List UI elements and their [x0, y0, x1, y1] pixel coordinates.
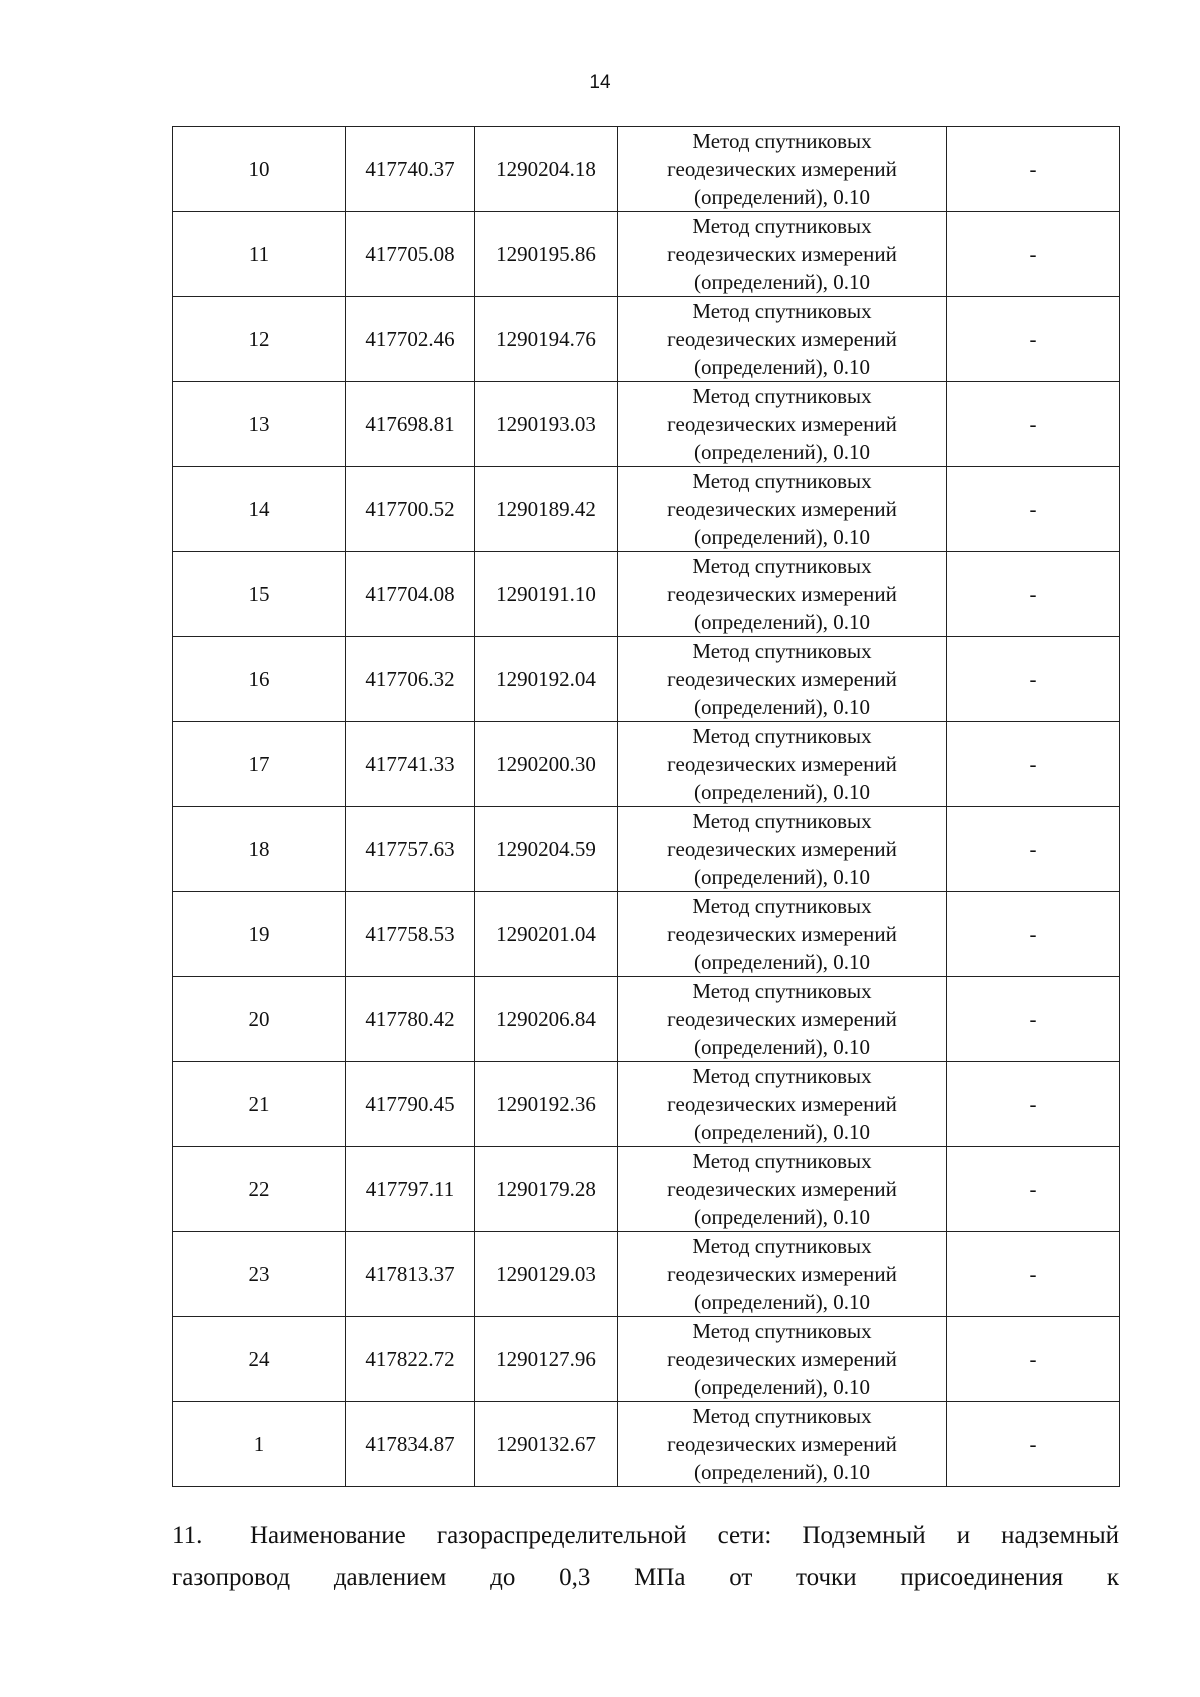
method-text-line: геодезических измерений	[667, 1432, 897, 1456]
coordinate-y-cell: 1290195.86	[475, 212, 618, 297]
section-word: газопровод	[172, 1564, 291, 1591]
method-text-line: геодезических измерений	[667, 1347, 897, 1371]
method-cell	[618, 212, 947, 297]
coordinate-x-cell: 417706.32	[346, 637, 475, 722]
method-text-line: геодезических измерений	[667, 922, 897, 946]
description-cell: -	[947, 1062, 1120, 1147]
description-cell: -	[947, 1317, 1120, 1402]
page-number: 14	[589, 72, 611, 93]
coordinate-y-cell: 1290204.59	[475, 807, 618, 892]
coordinate-y-cell: 1290129.03	[475, 1232, 618, 1317]
method-cell	[618, 1232, 947, 1317]
section-word: до	[490, 1564, 516, 1591]
method-cell	[618, 1062, 947, 1147]
method-text-line: (определений), 0.10	[693, 185, 871, 209]
section-title-text: Наименование газораспределительной сети: Подземный и надземный	[250, 1522, 1119, 1549]
table-row	[173, 1402, 1120, 1487]
method-text-line: геодезических измерений	[667, 1007, 897, 1031]
description-cell: -	[947, 1147, 1120, 1232]
method-text-line: (определений), 0.10	[693, 440, 871, 464]
description-cell: -	[947, 212, 1120, 297]
method-text-line: геодезических измерений	[667, 752, 897, 776]
point-number-cell: 23	[173, 1232, 346, 1317]
coordinate-y-cell: 1290194.76	[475, 297, 618, 382]
method-text-line: геодезических измерений	[667, 837, 897, 861]
method-text-line: (определений), 0.10	[693, 780, 871, 804]
description-cell: -	[947, 807, 1120, 892]
description-cell: -	[947, 977, 1120, 1062]
method-text-line: геодезических измерений	[667, 1092, 897, 1116]
section-word: давлением	[333, 1564, 447, 1591]
method-text-line: (определений), 0.10	[693, 1120, 871, 1144]
description-cell: -	[947, 382, 1120, 467]
description-cell: -	[947, 1232, 1120, 1317]
section-word: МПа	[634, 1564, 686, 1591]
method-text-line: Метод спутниковых	[692, 809, 872, 833]
method-text-line: (определений), 0.10	[693, 950, 871, 974]
method-text-line: Метод спутниковых	[692, 639, 872, 663]
section-word: от	[729, 1564, 753, 1591]
coordinate-x-cell: 417698.81	[346, 382, 475, 467]
method-text-line: геодезических измерений	[667, 497, 897, 521]
description-cell: -	[947, 297, 1120, 382]
method-text-line: (определений), 0.10	[693, 270, 871, 294]
point-number-cell: 20	[173, 977, 346, 1062]
point-number-cell: 19	[173, 892, 346, 977]
method-text-line: геодезических измерений	[667, 327, 897, 351]
point-number-cell: 14	[173, 467, 346, 552]
coordinate-x-cell: 417797.11	[346, 1147, 475, 1232]
coordinate-x-cell: 417780.42	[346, 977, 475, 1062]
method-text-line: Метод спутниковых	[692, 1234, 872, 1258]
method-text-line: (определений), 0.10	[693, 695, 871, 719]
coordinate-y-cell: 1290192.36	[475, 1062, 618, 1147]
section-line-2	[172, 1557, 1119, 1599]
method-text-line: Метод спутниковых	[692, 724, 872, 748]
coordinates-table	[172, 126, 1120, 1487]
point-number-cell: 21	[173, 1062, 346, 1147]
method-cell	[618, 892, 947, 977]
method-text-line: Метод спутниковых	[692, 979, 872, 1003]
method-cell	[618, 127, 947, 212]
section-word: 0,3	[559, 1564, 591, 1591]
point-number-cell: 16	[173, 637, 346, 722]
description-cell: -	[947, 552, 1120, 637]
method-cell	[618, 1147, 947, 1232]
method-text-line: Метод спутниковых	[692, 1064, 872, 1088]
method-text-line: геодезических измерений	[667, 157, 897, 181]
description-cell: -	[947, 127, 1120, 212]
coordinate-y-cell: 1290206.84	[475, 977, 618, 1062]
section-word: к	[1106, 1564, 1119, 1591]
method-text-line: (определений), 0.10	[693, 1205, 871, 1229]
description-cell: -	[947, 1402, 1120, 1487]
table-row	[173, 212, 1120, 297]
coordinate-x-cell: 417702.46	[346, 297, 475, 382]
point-number-cell: 18	[173, 807, 346, 892]
method-cell	[618, 552, 947, 637]
coordinate-y-cell: 1290132.67	[475, 1402, 618, 1487]
table-row	[173, 552, 1120, 637]
table-row	[173, 1062, 1120, 1147]
coordinate-x-cell: 417790.45	[346, 1062, 475, 1147]
coordinate-y-cell: 1290200.30	[475, 722, 618, 807]
coordinate-y-cell: 1290193.03	[475, 382, 618, 467]
description-cell: -	[947, 467, 1120, 552]
table-row	[173, 977, 1120, 1062]
point-number-cell: 15	[173, 552, 346, 637]
point-number-cell: 17	[173, 722, 346, 807]
point-number-cell: 11	[173, 212, 346, 297]
point-number-cell: 12	[173, 297, 346, 382]
coordinate-x-cell: 417704.08	[346, 552, 475, 637]
section-paragraph	[172, 1515, 1119, 1599]
method-text-line: Метод спутниковых	[692, 554, 872, 578]
method-cell	[618, 467, 947, 552]
table-row	[173, 382, 1120, 467]
coordinate-x-cell: 417834.87	[346, 1402, 475, 1487]
coordinate-x-cell: 417705.08	[346, 212, 475, 297]
method-text-line: Метод спутниковых	[692, 214, 872, 238]
method-text-line: Метод спутниковых	[692, 1404, 872, 1428]
point-number-cell: 1	[173, 1402, 346, 1487]
point-number-cell: 22	[173, 1147, 346, 1232]
coordinate-y-cell: 1290192.04	[475, 637, 618, 722]
method-text-line: геодезических измерений	[667, 582, 897, 606]
coordinates-table-body	[173, 127, 1120, 1487]
table-row	[173, 1232, 1120, 1317]
table-row	[173, 892, 1120, 977]
table-row	[173, 722, 1120, 807]
table-row	[173, 807, 1120, 892]
table-row	[173, 1147, 1120, 1232]
method-text-line: геодезических измерений	[667, 1262, 897, 1286]
method-text-line: Метод спутниковых	[692, 129, 872, 153]
method-cell	[618, 1402, 947, 1487]
method-text-line: Метод спутниковых	[692, 1319, 872, 1343]
description-cell: -	[947, 892, 1120, 977]
method-text-line: Метод спутниковых	[692, 894, 872, 918]
coordinate-x-cell: 417741.33	[346, 722, 475, 807]
method-text-line: (определений), 0.10	[693, 1375, 871, 1399]
method-cell	[618, 297, 947, 382]
method-text-line: геодезических измерений	[667, 667, 897, 691]
coordinate-x-cell: 417740.37	[346, 127, 475, 212]
method-text-line: Метод спутниковых	[692, 299, 872, 323]
method-text-line: (определений), 0.10	[693, 1035, 871, 1059]
description-cell: -	[947, 637, 1120, 722]
coordinate-x-cell: 417700.52	[346, 467, 475, 552]
coordinate-y-cell: 1290179.28	[475, 1147, 618, 1232]
coordinate-y-cell: 1290191.10	[475, 552, 618, 637]
method-text-line: геодезических измерений	[667, 242, 897, 266]
point-number-cell: 13	[173, 382, 346, 467]
method-text-line: Метод спутниковых	[692, 1149, 872, 1173]
coordinate-y-cell: 1290189.42	[475, 467, 618, 552]
method-text-line: (определений), 0.10	[693, 1290, 871, 1314]
description-cell: -	[947, 722, 1120, 807]
method-text-line: (определений), 0.10	[693, 610, 871, 634]
coordinate-y-cell: 1290201.04	[475, 892, 618, 977]
method-text-line: (определений), 0.10	[693, 525, 871, 549]
method-text-line: Метод спутниковых	[692, 384, 872, 408]
table-row	[173, 1317, 1120, 1402]
coordinate-x-cell: 417758.53	[346, 892, 475, 977]
method-text-line: геодезических измерений	[667, 412, 897, 436]
method-text-line: (определений), 0.10	[693, 865, 871, 889]
table-row	[173, 127, 1120, 212]
point-number-cell: 24	[173, 1317, 346, 1402]
section-number: 11.	[172, 1522, 203, 1549]
method-cell	[618, 722, 947, 807]
method-cell	[618, 1317, 947, 1402]
method-cell	[618, 807, 947, 892]
point-number-cell: 10	[173, 127, 346, 212]
method-text-line: (определений), 0.10	[693, 1460, 871, 1484]
coordinate-x-cell: 417757.63	[346, 807, 475, 892]
table-row	[173, 637, 1120, 722]
section-line-1	[172, 1515, 1119, 1557]
method-cell	[618, 637, 947, 722]
method-text-line: геодезических измерений	[667, 1177, 897, 1201]
method-cell	[618, 382, 947, 467]
method-cell	[618, 977, 947, 1062]
coordinate-y-cell: 1290127.96	[475, 1317, 618, 1402]
coordinate-x-cell: 417822.72	[346, 1317, 475, 1402]
coordinate-y-cell: 1290204.18	[475, 127, 618, 212]
section-word: присоединения	[900, 1564, 1064, 1591]
table-row	[173, 297, 1120, 382]
method-text-line: Метод спутниковых	[692, 469, 872, 493]
method-text-line: (определений), 0.10	[693, 355, 871, 379]
coordinate-x-cell: 417813.37	[346, 1232, 475, 1317]
table-row	[173, 467, 1120, 552]
section-word: точки	[796, 1564, 857, 1591]
